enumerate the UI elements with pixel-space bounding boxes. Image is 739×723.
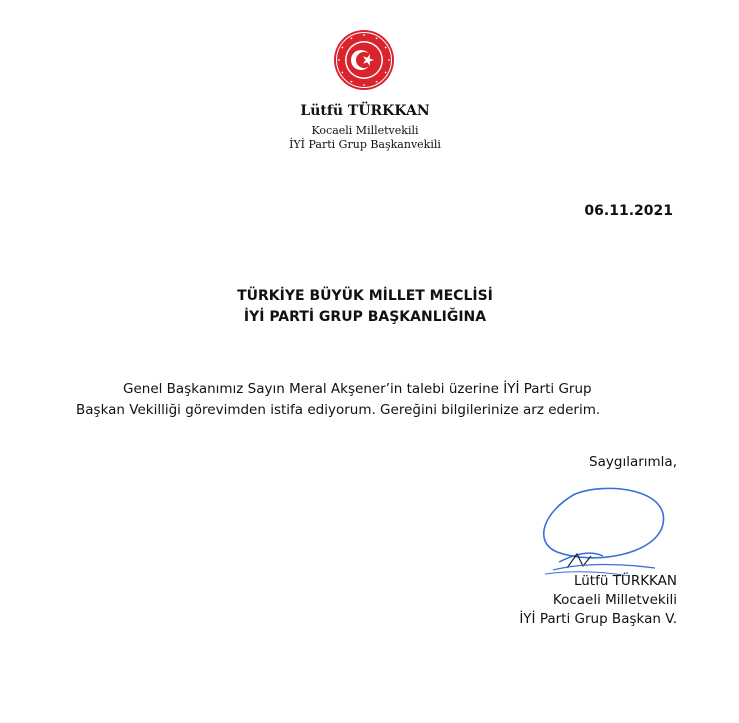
closing-salutation: Saygılarımla, bbox=[589, 454, 677, 470]
body-line-2: Başkan Vekilliği görevimden istifa ediyorum. Gereğini bilgilerinize arz ederim. bbox=[76, 402, 601, 418]
recipient-line-1: TÜRKİYE BÜYÜK MİLLET MECLİSİ bbox=[237, 288, 493, 304]
letterhead-group-role: İYİ Parti Grup Başkanvekili bbox=[289, 138, 441, 151]
letterhead-name: Lütfü TÜRKKAN bbox=[300, 103, 430, 119]
handwritten-signature-icon bbox=[535, 484, 685, 584]
letter-date: 06.11.2021 bbox=[584, 203, 673, 219]
recipient-line-2: İYİ PARTİ GRUP BAŞKANLIĞINA bbox=[243, 309, 487, 325]
signature-name: Lütfü TÜRKKAN bbox=[573, 573, 677, 589]
signature-group-role: İYİ Parti Grup Başkan V. bbox=[519, 611, 677, 627]
body-line-1: Genel Başkanımız Sayın Meral Akşener’in talebi üzerine İYİ Parti Grup bbox=[123, 381, 592, 397]
tbmm-seal-icon bbox=[333, 29, 395, 91]
signature-role: Kocaeli Milletvekili bbox=[552, 592, 677, 608]
letterhead-role: Kocaeli Milletvekili bbox=[311, 124, 419, 137]
